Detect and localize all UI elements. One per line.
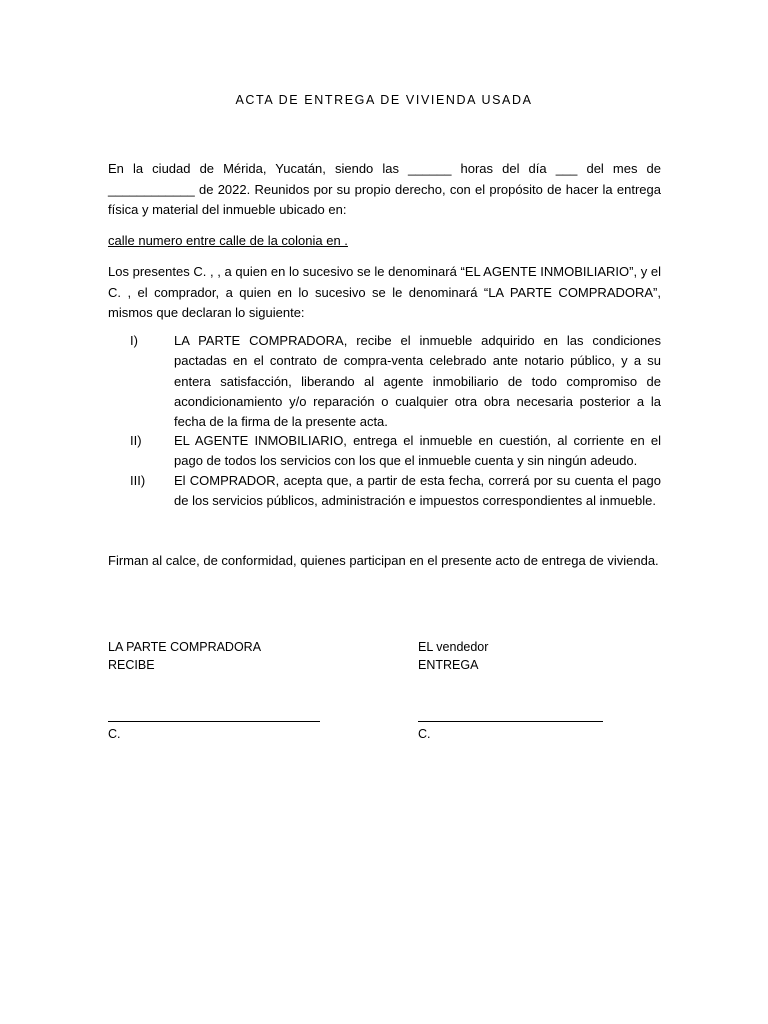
intro-paragraph: En la ciudad de Mérida, Yucatán, siendo las ______ horas del día ___ del mes de ____________ de 2022. Reunidos por su propio derecho, con el propósito de hacer la entrega física y material del inmueble ubicado en:: [108, 161, 661, 217]
buyer-signature-line: [108, 721, 320, 722]
buyer-role-label: LA PARTE COMPRADORA: [108, 640, 262, 654]
clause-text: LA PARTE COMPRADORA, recibe el inmueble adquirido en las condiciones pactadas en el contrato de compra-venta celebrado ante notario público, y a su entera satisfacción, liberando al agente inmobiliario de todo compromiso de acondicionamiento y/o reparación o cualquier otra obra necesaria posterior a la fecha de la firma de la presente acta.: [174, 333, 661, 430]
buyer-action-label: RECIBE: [108, 658, 155, 672]
seller-signature-line: [418, 721, 603, 722]
parties-paragraph: Los presentes C. , , a quien en lo sucesivo se le denominará “EL AGENTE INMOBILIARIO”, y el C. , el comprador, a quien en lo sucesivo se le denominará “LA PARTE COMPRADORA”, mismos que declaran lo siguiente:: [108, 264, 661, 320]
seller-name-label: C.: [418, 727, 431, 741]
seller-action-label: ENTREGA: [418, 658, 479, 672]
clause-text: El COMPRADOR, acepta que, a partir de esta fecha, correrá por su cuenta el pago de los servicios públicos, administración e impuestos correspondientes al inmueble.: [174, 473, 661, 509]
address-line: calle numero entre calle de la colonia en .: [108, 233, 348, 248]
closing-paragraph: Firman al calce, de conformidad, quienes participan en el presente acto de entrega de vivienda.: [108, 553, 659, 568]
document-title: ACTA DE ENTREGA DE VIVIENDA USADA: [235, 93, 533, 107]
buyer-name-label: C.: [108, 727, 121, 741]
clause-number: I): [130, 333, 138, 348]
clause-text: EL AGENTE INMOBILIARIO, entrega el inmueble en cuestión, al corriente en el pago de todos los servicios con los que el inmueble cuenta y sin ningún adeudo.: [174, 433, 661, 469]
clause-number: III): [130, 473, 146, 488]
seller-role-label: EL vendedor: [418, 640, 489, 654]
clause-number: II): [130, 433, 142, 448]
